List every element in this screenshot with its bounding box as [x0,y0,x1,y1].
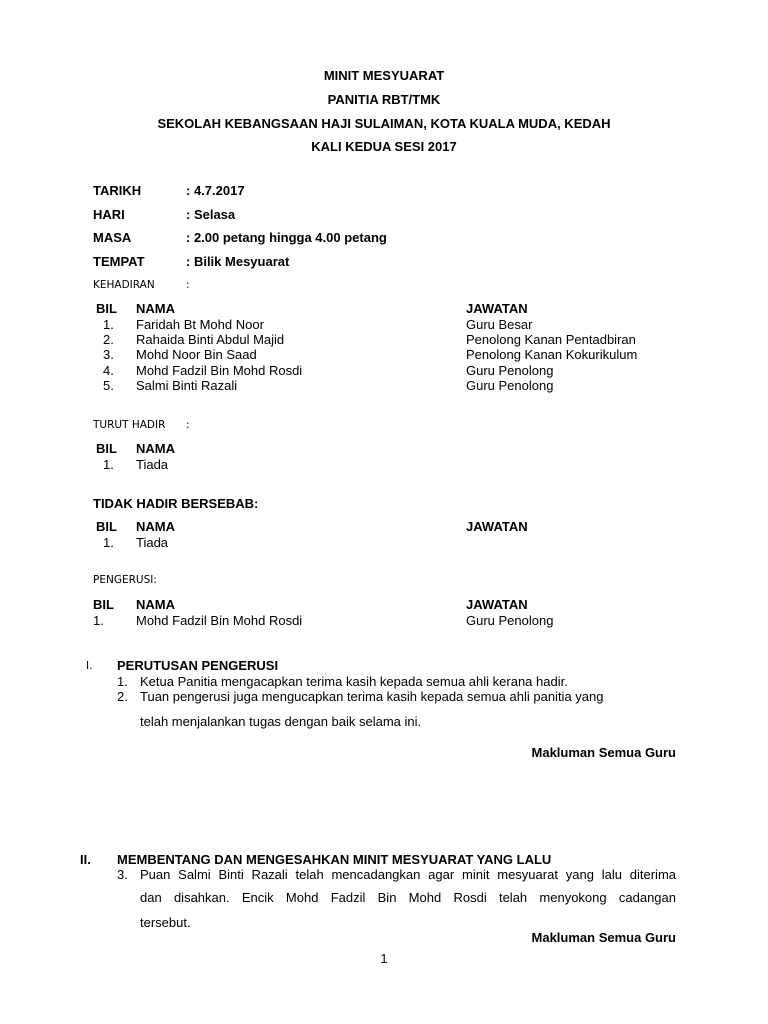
list-item-text: Ketua Panitia mengacapkan terima kasih kepada semua ahli kerana hadir. [140,674,568,689]
table-row-bil: 4. [103,363,114,378]
turut-hadir-colon: : [186,419,190,431]
section-2-number: II. [80,852,91,867]
tidak-hadir-header-nama: NAMA [136,519,175,534]
pengerusi-title: PENGERUSI: [93,574,157,586]
table-row-nama: Mohd Noor Bin Saad [136,347,257,362]
table-row-jawatan: Guru Penolong [466,378,554,393]
turut-hadir-header-nama: NAMA [136,441,175,456]
tidak-hadir-title: TIDAK HADIR BERSEBAB: [93,496,259,511]
pengerusi-header-bil: BIL [93,597,114,612]
list-item-text: Puan Salmi Binti Razali telah mencadangkan agar minit mesyuarat yang lalu diterima [140,867,676,882]
info-value-masa: : 2.00 petang hingga 4.00 petang [186,230,387,245]
pengerusi-header-jawatan: JAWATAN [466,597,528,612]
info-value-tarikh: : 4.7.2017 [186,183,245,198]
kehadiran-header-nama: NAMA [136,301,175,316]
info-label-masa: MASA [93,230,132,245]
table-row-nama: Salmi Binti Razali [136,378,238,393]
kehadiran-header-bil: BIL [96,301,117,316]
tidak-hadir-header-jawatan: JAWATAN [466,519,528,534]
table-row-jawatan: Penolong Kanan Pentadbiran [466,332,636,347]
table-row-bil: 2. [103,332,114,347]
table-row-nama: Mohd Fadzil Bin Mohd Rosdi [136,613,303,628]
pengerusi-header-nama: NAMA [136,597,175,612]
turut-hadir-title: TURUT HADIR [93,419,166,431]
info-label-tarikh: TARIKH [93,183,142,198]
section-2-note: Makluman Semua Guru [531,930,676,945]
section-2-title: MEMBENTANG DAN MENGESAHKAN MINIT MESYUARAT YANG LALU [117,852,552,867]
doc-subtitle-panitia: PANITIA RBT/TMK [327,92,441,107]
table-row-bil: 3. [103,347,114,362]
table-row-jawatan: Penolong Kanan Kokurikulum [466,347,638,362]
kehadiran-title: KEHADIRAN [93,279,155,291]
doc-subtitle-school: SEKOLAH KEBANGSAAN HAJI SULAIMAN, KOTA KUALA MUDA, KEDAH [157,116,611,131]
table-row-jawatan: Guru Besar [466,317,533,332]
table-row-jawatan: Guru Penolong [466,613,554,628]
table-row-nama: Tiada [136,535,169,550]
list-item-number: 3. [117,867,128,882]
info-value-hari: : Selasa [186,207,236,222]
table-row-bil: 1. [103,457,114,472]
table-row-bil: 1. [103,535,114,550]
page-number: 1 [380,951,388,966]
kehadiran-header-jawatan: JAWATAN [466,301,528,316]
list-item-text-continued: tersebut. [140,915,191,930]
table-row-bil: 1. [93,613,104,628]
table-row-nama: Faridah Bt Mohd Noor [136,317,264,332]
doc-title: MINIT MESYUARAT [323,68,445,83]
section-1-title: PERUTUSAN PENGERUSI [117,658,279,673]
info-label-tempat: TEMPAT [93,254,145,269]
table-row-bil: 1. [103,317,114,332]
tidak-hadir-header-bil: BIL [96,519,117,534]
list-item-number: 1. [117,674,128,689]
turut-hadir-header-bil: BIL [96,441,117,456]
section-1-number: I. [86,660,93,672]
kehadiran-colon: : [186,279,190,291]
table-row-nama: Rahaida Binti Abdul Majid [136,332,285,347]
section-1-note: Makluman Semua Guru [531,745,676,760]
list-item-text-continued: telah menjalankan tugas dengan baik selama ini. [140,714,422,729]
info-label-hari: HARI [93,207,125,222]
list-item-text: Tuan pengerusi juga mengucapkan terima kasih kepada semua ahli panitia yang [140,689,604,704]
doc-subtitle-session: KALI KEDUA SESI 2017 [311,139,457,154]
list-item-text-continued: dan disahkan. Encik Mohd Fadzil Bin Mohd Rosdi telah menyokong cadangan [140,890,676,905]
table-row-jawatan: Guru Penolong [466,363,554,378]
table-row-bil: 5. [103,378,114,393]
info-value-tempat: : Bilik Mesyuarat [186,254,290,269]
table-row-nama: Mohd Fadzil Bin Mohd Rosdi [136,363,303,378]
table-row-nama: Tiada [136,457,169,472]
list-item-number: 2. [117,689,128,704]
